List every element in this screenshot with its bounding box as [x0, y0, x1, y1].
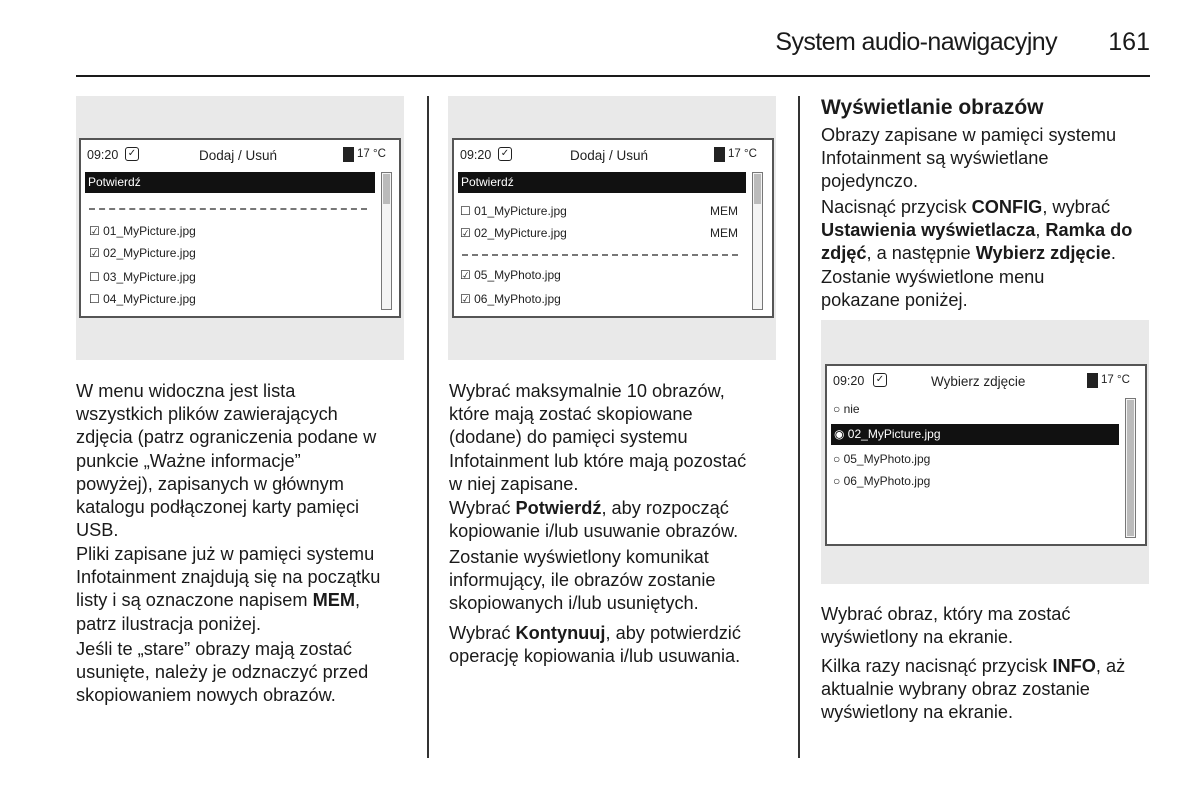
col3-paragraph-2: [821, 196, 1166, 312]
list-item[interactable]: ☑ 01_MyPicture.jpg: [89, 224, 196, 238]
clock-icon: ✓: [125, 147, 139, 161]
text-line: [821, 655, 1166, 678]
text-span: , wybrać: [1042, 197, 1111, 217]
text-line: w niej zapisane.: [449, 473, 579, 494]
text-span: ,: [1035, 220, 1046, 241]
scrollbar[interactable]: [381, 172, 392, 310]
list-item[interactable]: ○ 05_MyPhoto.jpg: [833, 452, 931, 466]
text-span: Kilka razy nacisnąć przycisk: [821, 656, 1053, 676]
col2-paragraph-4: [449, 622, 789, 668]
text-line: Obrazy zapisane w pamięci systemu: [821, 125, 1117, 145]
display-screen-2: [452, 138, 774, 318]
text-line: powyżej), zapisanych w głównym: [76, 473, 344, 494]
column-divider-1: [427, 96, 429, 758]
text-span: Wybrać: [449, 498, 516, 518]
clock-time: 09:20: [833, 374, 865, 388]
text-line: pojedynczo.: [821, 171, 919, 192]
col1-paragraph-3: [76, 638, 421, 708]
confirm-keyword: Potwierdź: [515, 498, 602, 518]
text-line: Wybrać maksymalnie 10 obrazów,: [449, 381, 725, 401]
mem-badge: MEM: [710, 204, 738, 218]
text-line: które mają zostać skopiowane: [449, 404, 693, 425]
scroll-thumb[interactable]: [383, 174, 390, 204]
header-rule: [76, 75, 1150, 77]
col3-paragraph-1: [821, 124, 1161, 194]
temperature: 17 °C: [357, 148, 386, 160]
text-line: Zostanie wyświetlony komunikat: [449, 547, 709, 567]
text-span: , aż: [1095, 656, 1126, 676]
col1-paragraph-1: [76, 380, 416, 542]
text-span: , a następnie: [866, 243, 976, 264]
text-span: Wybrać: [449, 623, 516, 643]
text-line: Pliki zapisane już w pamięci systemu: [76, 544, 375, 564]
page-number: 161: [1108, 28, 1150, 56]
text-line: USB.: [76, 520, 119, 541]
list-item[interactable]: ☑ 02_MyPicture.jpg: [460, 226, 567, 240]
confirm-item[interactable]: Potwierdź: [85, 172, 375, 193]
screen-figure-3: [821, 320, 1149, 584]
screen-title: Wybierz zdjęcie: [931, 374, 1026, 389]
text-span: , aby rozpocząć: [601, 498, 729, 518]
text-line: W menu widoczna jest lista: [76, 381, 296, 401]
text-span: ,: [355, 590, 361, 611]
select-photo-keyword: Wybierz zdjęcie: [975, 243, 1111, 264]
text-span: Nacisnąć przycisk: [821, 197, 972, 217]
thermometer-icon: [1087, 373, 1098, 388]
clock-icon: ✓: [498, 147, 512, 161]
status-bar: [460, 147, 766, 165]
list-item[interactable]: ☑ 06_MyPhoto.jpg: [460, 292, 561, 306]
list-item[interactable]: ☑ 02_MyPicture.jpg: [89, 246, 196, 260]
text-line: skopiowaniem nowych obrazów.: [76, 685, 336, 706]
text-line: [821, 219, 1166, 242]
clock-icon: ✓: [873, 373, 887, 387]
text-line: Infotainment znajdują się na początku: [76, 567, 381, 588]
text-line: Jeśli te „stare” obrazy mają zostać: [76, 639, 352, 659]
dashed-separator: [462, 254, 738, 256]
col3-paragraph-3: [821, 603, 1161, 649]
info-keyword: INFO: [1052, 656, 1096, 676]
text-line: [76, 589, 421, 612]
text-line: Wybrać obraz, który ma zostać: [821, 604, 1071, 624]
scrollbar[interactable]: [1125, 398, 1136, 538]
text-line: Infotainment lub które mają pozostać: [449, 450, 747, 471]
text-line: informujący, ile obrazów zostanie: [449, 570, 716, 591]
text-line: katalogu podłączonej karty pamięci: [76, 497, 360, 518]
text-line: Infotainment są wyświetlane: [821, 148, 1049, 169]
confirm-item[interactable]: Potwierdź: [458, 172, 746, 193]
thermometer-icon: [714, 147, 725, 162]
text-line: wyświetlony na ekranie.: [821, 627, 1014, 648]
section-heading: Wyświetlanie obrazów: [821, 96, 1044, 119]
col1-paragraph-2: [76, 543, 421, 636]
text-line: kopiowanie i/lub usuwanie obrazów.: [449, 521, 739, 542]
photo-frame-keyword-cont: zdjęć: [821, 243, 867, 264]
status-bar: [87, 147, 393, 165]
mem-keyword: MEM: [312, 590, 355, 611]
text-line: [821, 242, 1166, 265]
list-item[interactable]: ○ nie: [833, 402, 860, 416]
list-item[interactable]: ☐ 04_MyPicture.jpg: [89, 292, 196, 306]
text-line: aktualnie wybrany obraz zostanie: [821, 679, 1090, 700]
scrollbar[interactable]: [752, 172, 763, 310]
col2-paragraph-1: [449, 380, 789, 496]
display-settings-keyword: Ustawienia wyświetlacza: [821, 220, 1036, 241]
list-item[interactable]: ○ 06_MyPhoto.jpg: [833, 474, 931, 488]
text-line: skopiowanych i/lub usuniętych.: [449, 593, 699, 614]
screen-figure-2: [448, 96, 776, 360]
running-header-title: System audio-nawigacyjny: [775, 28, 1057, 56]
text-span: .: [1110, 243, 1116, 264]
list-item[interactable]: ☑ 05_MyPhoto.jpg: [460, 268, 561, 282]
screen-figure-1: [76, 96, 404, 360]
text-line: usunięte, należy je odznaczyć przed: [76, 662, 369, 683]
col2-paragraph-3: [449, 546, 789, 616]
continue-keyword: Kontynuuj: [515, 623, 606, 643]
list-item[interactable]: ☐ 01_MyPicture.jpg: [460, 204, 567, 218]
col3-paragraph-4: [821, 655, 1166, 725]
text-line: pokazane poniżej.: [821, 289, 968, 310]
list-item[interactable]: ☐ 03_MyPicture.jpg: [89, 270, 196, 284]
display-screen-3: [825, 364, 1147, 546]
text-line: zdjęcia (patrz ograniczenia podane w: [76, 427, 377, 448]
text-span: listy i są oznaczone napisem: [76, 590, 313, 611]
scroll-thumb[interactable]: [1127, 400, 1134, 536]
text-line: (dodane) do pamięci systemu: [449, 427, 688, 448]
clock-time: 09:20: [87, 148, 119, 162]
text-line: punkcie „Ważne informacje”: [76, 450, 301, 471]
text-line: operację kopiowania i/lub usuwania.: [449, 646, 741, 667]
display-screen-1: [79, 138, 401, 318]
status-bar: [833, 373, 1139, 391]
text-span: , aby potwierdzić: [605, 623, 741, 643]
text-line: [449, 622, 789, 645]
list-item-selected[interactable]: ◉ 02_MyPicture.jpg: [831, 424, 1119, 445]
temperature: 17 °C: [1101, 374, 1130, 386]
clock-time: 09:20: [460, 148, 492, 162]
text-line: Zostanie wyświetlone menu: [821, 266, 1045, 287]
photo-frame-keyword: Ramka do: [1045, 220, 1133, 241]
screen-title: Dodaj / Usuń: [199, 148, 278, 163]
screen-title: Dodaj / Usuń: [570, 148, 649, 163]
temperature: 17 °C: [728, 148, 757, 160]
column-divider-2: [798, 96, 800, 758]
col2-paragraph-2: [449, 497, 789, 543]
scroll-thumb[interactable]: [754, 174, 761, 204]
thermometer-icon: [343, 147, 354, 162]
text-line: wszystkich plików zawierających: [76, 404, 338, 425]
config-keyword: CONFIG: [971, 197, 1043, 217]
text-line: patrz ilustracja poniżej.: [76, 613, 261, 634]
text-line: [449, 497, 789, 520]
dashed-separator: [89, 208, 367, 210]
text-line: wyświetlony na ekranie.: [821, 702, 1014, 723]
text-line: [821, 196, 1166, 219]
mem-badge: MEM: [710, 226, 738, 240]
